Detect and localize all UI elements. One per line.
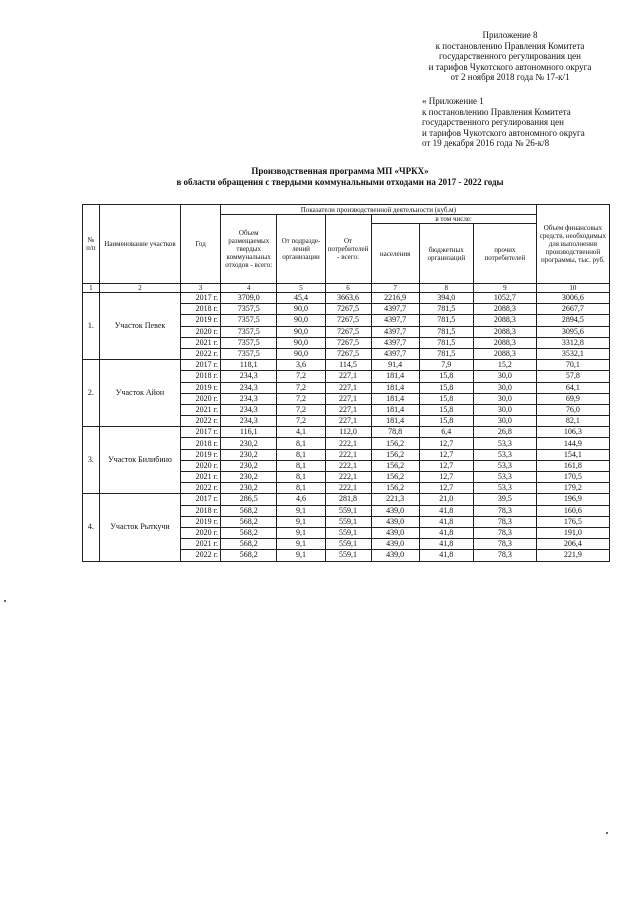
consumers-cell: 559,1	[325, 550, 371, 561]
appendix-8-line2: к постановлению Правления Комитета	[435, 40, 585, 51]
site-index: 4.	[83, 494, 100, 561]
other-cell: 2088,3	[473, 304, 536, 315]
other-cell: 30,0	[473, 382, 536, 393]
year-cell: 2018 г.	[181, 505, 221, 516]
volume-cell: 7357,5	[220, 326, 276, 337]
population-cell: 4397,7	[371, 315, 419, 326]
appendix-1-line1: « Приложение 1	[422, 96, 484, 106]
year-cell: 2017 г.	[181, 494, 221, 505]
population-cell: 181,4	[371, 382, 419, 393]
header-volume: Объем размещаемых твердых коммунальных отходов - всего:	[220, 215, 276, 284]
other-cell: 53,3	[473, 483, 536, 494]
year-cell: 2020 г.	[181, 326, 221, 337]
col-number: 3	[181, 284, 221, 293]
subdivisions-cell: 8,1	[277, 483, 325, 494]
volume-cell: 234,3	[220, 382, 276, 393]
consumers-cell: 559,1	[325, 539, 371, 550]
budget-orgs-cell: 15,8	[419, 404, 473, 415]
other-cell: 78,3	[473, 527, 536, 538]
other-cell: 1052,7	[473, 293, 536, 304]
population-cell: 221,3	[371, 494, 419, 505]
scan-speck	[4, 600, 6, 602]
subdivisions-cell: 8,1	[277, 472, 325, 483]
budget-orgs-cell: 12,7	[419, 460, 473, 471]
budget-orgs-cell: 12,7	[419, 483, 473, 494]
col-number: 7	[371, 284, 419, 293]
site-index: 3.	[83, 427, 100, 494]
header-incl: в том числе:	[371, 215, 536, 224]
population-cell: 439,0	[371, 516, 419, 527]
volume-cell: 230,2	[220, 472, 276, 483]
volume-cell: 7357,5	[220, 304, 276, 315]
consumers-cell: 7267,5	[325, 326, 371, 337]
col-number: 9	[473, 284, 536, 293]
finance-cell: 170,5	[536, 472, 609, 483]
production-program-table	[82, 204, 610, 562]
other-cell: 2088,3	[473, 326, 536, 337]
population-cell: 91,4	[371, 360, 419, 371]
finance-cell: 160,6	[536, 505, 609, 516]
budget-orgs-cell: 7,9	[419, 360, 473, 371]
finance-cell: 154,1	[536, 449, 609, 460]
appendix-1-line2: к постановлению Правления Комитета	[422, 106, 571, 117]
consumers-cell: 227,1	[325, 404, 371, 415]
col-number: 1	[83, 284, 100, 293]
volume-cell: 568,2	[220, 527, 276, 538]
volume-cell: 234,3	[220, 416, 276, 427]
subdivisions-cell: 4,1	[277, 427, 325, 438]
year-cell: 2021 г.	[181, 337, 221, 348]
finance-cell: 82,1	[536, 416, 609, 427]
year-cell: 2018 г.	[181, 304, 221, 315]
site-index: 2.	[83, 360, 100, 427]
population-cell: 2216,9	[371, 293, 419, 304]
consumers-cell: 227,1	[325, 382, 371, 393]
header-from-consumers: От потребителей - всего:	[325, 215, 371, 284]
other-cell: 15,2	[473, 360, 536, 371]
other-cell: 26,8	[473, 427, 536, 438]
population-cell: 156,2	[371, 483, 419, 494]
finance-cell: 179,2	[536, 483, 609, 494]
budget-orgs-cell: 41,8	[419, 516, 473, 527]
finance-cell: 191,0	[536, 527, 609, 538]
col-number: 5	[277, 284, 325, 293]
subdivisions-cell: 7,2	[277, 416, 325, 427]
other-cell: 78,3	[473, 550, 536, 561]
table-body	[83, 293, 610, 562]
population-cell: 156,2	[371, 472, 419, 483]
other-cell: 2088,3	[473, 315, 536, 326]
budget-orgs-cell: 394,0	[419, 293, 473, 304]
appendix-8-line1: Приложение 8	[482, 30, 538, 40]
consumers-cell: 227,1	[325, 416, 371, 427]
population-cell: 4397,7	[371, 304, 419, 315]
year-cell: 2019 г.	[181, 449, 221, 460]
consumers-cell: 559,1	[325, 516, 371, 527]
subdivisions-cell: 9,1	[277, 539, 325, 550]
consumers-cell: 114,5	[325, 360, 371, 371]
col-number: 8	[419, 284, 473, 293]
year-cell: 2022 г.	[181, 348, 221, 359]
subdivisions-cell: 90,0	[277, 315, 325, 326]
subdivisions-cell: 9,1	[277, 527, 325, 538]
finance-cell: 2894,5	[536, 315, 609, 326]
year-cell: 2020 г.	[181, 527, 221, 538]
volume-cell: 7357,5	[220, 348, 276, 359]
finance-cell: 69,9	[536, 393, 609, 404]
document-title	[150, 166, 530, 188]
scan-speck	[606, 832, 608, 834]
year-cell: 2018 г.	[181, 371, 221, 382]
subdivisions-cell: 90,0	[277, 326, 325, 337]
finance-cell: 176,5	[536, 516, 609, 527]
year-cell: 2021 г.	[181, 472, 221, 483]
finance-cell: 3006,6	[536, 293, 609, 304]
consumers-cell: 7267,5	[325, 304, 371, 315]
consumers-cell: 559,1	[325, 527, 371, 538]
finance-cell: 76,0	[536, 404, 609, 415]
subdivisions-cell: 9,1	[277, 505, 325, 516]
finance-cell: 3532,1	[536, 348, 609, 359]
header-finance: Объем финансовых средств, необходимых для выполнения производственной программы, тыс. руб.	[536, 205, 609, 284]
volume-cell: 230,2	[220, 449, 276, 460]
volume-cell: 230,2	[220, 438, 276, 449]
population-cell: 439,0	[371, 550, 419, 561]
subdivisions-cell: 45,4	[277, 293, 325, 304]
finance-cell: 3095,6	[536, 326, 609, 337]
subdivisions-cell: 90,0	[277, 337, 325, 348]
subdivisions-cell: 9,1	[277, 550, 325, 561]
other-cell: 53,3	[473, 460, 536, 471]
col-number: 2	[99, 284, 181, 293]
volume-cell: 230,2	[220, 460, 276, 471]
population-cell: 156,2	[371, 460, 419, 471]
other-cell: 30,0	[473, 371, 536, 382]
header-site: Наименование участков	[99, 205, 181, 284]
budget-orgs-cell: 12,7	[419, 438, 473, 449]
population-cell: 181,4	[371, 393, 419, 404]
population-cell: 4397,7	[371, 337, 419, 348]
year-cell: 2019 г.	[181, 516, 221, 527]
finance-cell: 64,1	[536, 382, 609, 393]
consumers-cell: 559,1	[325, 505, 371, 516]
volume-cell: 116,1	[220, 427, 276, 438]
year-cell: 2017 г.	[181, 427, 221, 438]
volume-cell: 568,2	[220, 505, 276, 516]
population-cell: 4397,7	[371, 326, 419, 337]
finance-cell: 2667,7	[536, 304, 609, 315]
budget-orgs-cell: 21,0	[419, 494, 473, 505]
appendix-8-line5: от 2 ноября 2018 года № 17-к/1	[450, 72, 570, 82]
budget-orgs-cell: 781,5	[419, 315, 473, 326]
column-numbers-row	[83, 284, 610, 293]
volume-cell: 118,1	[220, 360, 276, 371]
other-cell: 53,3	[473, 438, 536, 449]
volume-cell: 568,2	[220, 539, 276, 550]
budget-orgs-cell: 781,5	[419, 337, 473, 348]
table-row	[83, 360, 610, 371]
year-cell: 2017 г.	[181, 293, 221, 304]
population-cell: 181,4	[371, 404, 419, 415]
budget-orgs-cell: 6,4	[419, 427, 473, 438]
appendix-1-line4: и тарифов Чукотского автономного округа	[422, 127, 585, 138]
volume-cell: 3709,0	[220, 293, 276, 304]
population-cell: 156,2	[371, 438, 419, 449]
header-from-subdivisions: От подразде-лений организации	[277, 215, 325, 284]
budget-orgs-cell: 781,5	[419, 326, 473, 337]
subdivisions-cell: 8,1	[277, 438, 325, 449]
population-cell: 181,4	[371, 416, 419, 427]
col-number: 4	[220, 284, 276, 293]
year-cell: 2020 г.	[181, 393, 221, 404]
budget-orgs-cell: 781,5	[419, 304, 473, 315]
finance-cell: 221,9	[536, 550, 609, 561]
consumers-cell: 281,8	[325, 494, 371, 505]
header-other: прочих потребителей	[473, 224, 536, 284]
population-cell: 439,0	[371, 539, 419, 550]
finance-cell: 106,3	[536, 427, 609, 438]
finance-cell: 57,8	[536, 371, 609, 382]
volume-cell: 234,3	[220, 393, 276, 404]
year-cell: 2021 г.	[181, 539, 221, 550]
site-name: Участок Айон	[99, 360, 181, 427]
appendix-8-line3: государственного регулирования цен	[439, 51, 581, 61]
population-cell: 78,8	[371, 427, 419, 438]
budget-orgs-cell: 12,7	[419, 472, 473, 483]
header-indicators: Показатели производственной деятельности (куб.м)	[220, 205, 536, 215]
subdivisions-cell: 8,1	[277, 460, 325, 471]
population-cell: 439,0	[371, 527, 419, 538]
year-cell: 2022 г.	[181, 416, 221, 427]
consumers-cell: 7267,5	[325, 337, 371, 348]
appendix-8-header	[400, 30, 620, 83]
volume-cell: 568,2	[220, 516, 276, 527]
consumers-cell: 7267,5	[325, 348, 371, 359]
other-cell: 30,0	[473, 416, 536, 427]
year-cell: 2021 г.	[181, 404, 221, 415]
table-row	[83, 427, 610, 438]
other-cell: 30,0	[473, 393, 536, 404]
site-name: Участок Рыткучи	[99, 494, 181, 561]
budget-orgs-cell: 12,7	[419, 449, 473, 460]
year-cell: 2018 г.	[181, 438, 221, 449]
appendix-1-header	[422, 96, 622, 149]
consumers-cell: 222,1	[325, 472, 371, 483]
consumers-cell: 222,1	[325, 449, 371, 460]
subdivisions-cell: 4,6	[277, 494, 325, 505]
population-cell: 4397,7	[371, 348, 419, 359]
header-year: Год	[181, 205, 221, 284]
consumers-cell: 227,1	[325, 371, 371, 382]
population-cell: 156,2	[371, 449, 419, 460]
col-number: 6	[325, 284, 371, 293]
budget-orgs-cell: 15,8	[419, 382, 473, 393]
subdivisions-cell: 7,2	[277, 404, 325, 415]
year-cell: 2022 г.	[181, 483, 221, 494]
table-row	[83, 494, 610, 505]
consumers-cell: 3663,6	[325, 293, 371, 304]
subdivisions-cell: 7,2	[277, 393, 325, 404]
year-cell: 2019 г.	[181, 315, 221, 326]
finance-cell: 3312,8	[536, 337, 609, 348]
finance-cell: 196,9	[536, 494, 609, 505]
other-cell: 2088,3	[473, 337, 536, 348]
volume-cell: 234,3	[220, 371, 276, 382]
consumers-cell: 222,1	[325, 438, 371, 449]
other-cell: 30,0	[473, 404, 536, 415]
title-line1: Производственная программа МП «ЧРКХ»	[251, 166, 429, 176]
appendix-1-line5: от 19 декабря 2016 года № 26-к/8	[422, 138, 550, 148]
finance-cell: 144,9	[536, 438, 609, 449]
other-cell: 78,3	[473, 505, 536, 516]
budget-orgs-cell: 41,8	[419, 527, 473, 538]
title-line2: в области обращения с твердыми коммунальными отходами на 2017 - 2022 годы	[176, 177, 504, 187]
subdivisions-cell: 7,2	[277, 382, 325, 393]
col-number: 10	[536, 284, 609, 293]
other-cell: 53,3	[473, 449, 536, 460]
budget-orgs-cell: 15,8	[419, 416, 473, 427]
site-index: 1.	[83, 293, 100, 360]
budget-orgs-cell: 15,8	[419, 393, 473, 404]
table-row	[83, 293, 610, 304]
year-cell: 2017 г.	[181, 360, 221, 371]
subdivisions-cell: 7,2	[277, 371, 325, 382]
year-cell: 2022 г.	[181, 550, 221, 561]
consumers-cell: 222,1	[325, 460, 371, 471]
appendix-1-line3: государственного регулирования цен	[422, 117, 564, 127]
consumers-cell: 7267,5	[325, 315, 371, 326]
volume-cell: 286,5	[220, 494, 276, 505]
budget-orgs-cell: 781,5	[419, 348, 473, 359]
other-cell: 2088,3	[473, 348, 536, 359]
subdivisions-cell: 8,1	[277, 449, 325, 460]
consumers-cell: 227,1	[325, 393, 371, 404]
volume-cell: 234,3	[220, 404, 276, 415]
header-budget-orgs: бюджетных организаций	[419, 224, 473, 284]
other-cell: 78,3	[473, 516, 536, 527]
header-population: населения	[371, 224, 419, 284]
site-name: Участок Билибино	[99, 427, 181, 494]
consumers-cell: 222,1	[325, 483, 371, 494]
volume-cell: 7357,5	[220, 315, 276, 326]
consumers-cell: 112,0	[325, 427, 371, 438]
subdivisions-cell: 90,0	[277, 348, 325, 359]
other-cell: 53,3	[473, 472, 536, 483]
budget-orgs-cell: 41,8	[419, 550, 473, 561]
subdivisions-cell: 3,6	[277, 360, 325, 371]
site-name: Участок Певек	[99, 293, 181, 360]
budget-orgs-cell: 41,8	[419, 505, 473, 516]
population-cell: 181,4	[371, 371, 419, 382]
population-cell: 439,0	[371, 505, 419, 516]
year-cell: 2020 г.	[181, 460, 221, 471]
subdivisions-cell: 9,1	[277, 516, 325, 527]
other-cell: 78,3	[473, 539, 536, 550]
other-cell: 39,5	[473, 494, 536, 505]
subdivisions-cell: 90,0	[277, 304, 325, 315]
volume-cell: 568,2	[220, 550, 276, 561]
header-num: № п/п	[83, 205, 100, 284]
volume-cell: 230,2	[220, 483, 276, 494]
budget-orgs-cell: 41,8	[419, 539, 473, 550]
year-cell: 2019 г.	[181, 382, 221, 393]
volume-cell: 7357,5	[220, 337, 276, 348]
appendix-8-line4: и тарифов Чукотского автономного округа	[428, 61, 592, 72]
finance-cell: 70,1	[536, 360, 609, 371]
finance-cell: 206,4	[536, 539, 609, 550]
finance-cell: 161,8	[536, 460, 609, 471]
budget-orgs-cell: 15,8	[419, 371, 473, 382]
